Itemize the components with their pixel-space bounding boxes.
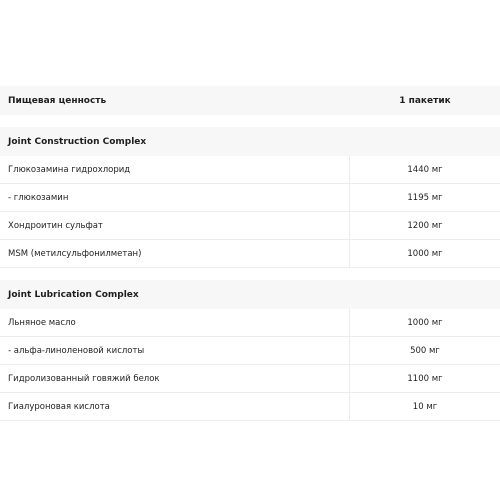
table-row xyxy=(0,212,500,240)
ingredient-amount: 1000 мг xyxy=(407,248,443,259)
ingredient-amount: 10 мг xyxy=(412,401,438,412)
ingredient-name: Льняное масло xyxy=(0,309,350,336)
table-row xyxy=(0,240,500,268)
ingredient-amount: 1195 мг xyxy=(407,192,443,203)
table-row xyxy=(0,184,500,212)
ingredient-name: Глюкозамина гидрохлорид xyxy=(0,156,350,183)
section-title: Joint Construction Complex xyxy=(0,127,500,156)
ingredient-amount: 500 мг xyxy=(410,345,440,356)
header-name: Пищевая ценность xyxy=(8,95,107,106)
ingredient-name: Гидролизованный говяжий белок xyxy=(0,365,350,392)
ingredient-name: Хондроитин сульфат xyxy=(0,212,350,239)
section-title: Joint Lubrication Complex xyxy=(0,280,500,309)
ingredient-amount: 1200 мг xyxy=(407,220,443,231)
ingredient-name: Гиалуроновая кислота xyxy=(0,393,350,420)
ingredient-amount: 1100 мг xyxy=(407,373,443,384)
table-row xyxy=(0,337,500,365)
header-amount: 1 пакетик xyxy=(399,95,451,106)
table-row xyxy=(0,156,500,184)
ingredient-name: MSM (метилсульфонилметан) xyxy=(0,240,350,267)
table-header xyxy=(0,86,500,115)
ingredient-name: - альфа-линоленовой кислоты xyxy=(0,337,350,364)
table-row xyxy=(0,365,500,393)
ingredient-name: - глюкозамин xyxy=(0,184,350,211)
table-row xyxy=(0,393,500,421)
nutrition-table xyxy=(0,86,500,421)
ingredient-amount: 1000 мг xyxy=(407,317,443,328)
ingredient-amount: 1440 мг xyxy=(407,164,443,175)
table-row xyxy=(0,309,500,337)
